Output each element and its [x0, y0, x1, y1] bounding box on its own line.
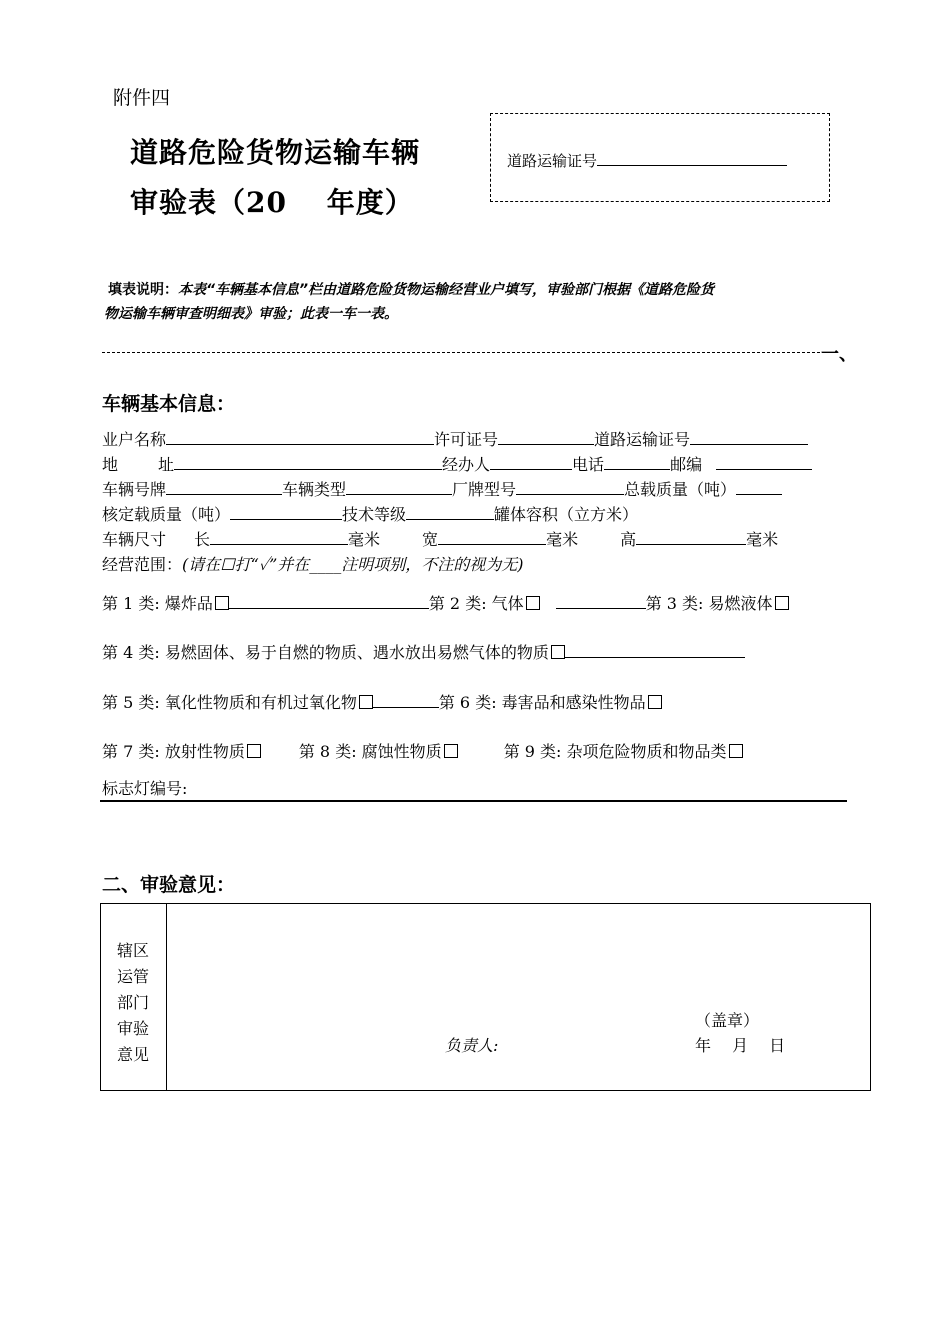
- class-2-input[interactable]: [556, 594, 646, 609]
- phone-label: 电话: [572, 455, 605, 474]
- class-1-label: 第 1 类: 爆炸品: [102, 594, 213, 613]
- row-owner: [102, 427, 808, 450]
- total-mass-label: 总载质量（吨）: [624, 480, 737, 499]
- length-input[interactable]: [210, 530, 348, 545]
- instructions-text: 本表“车辆基本信息”栏由道路危险货物运输经营业户填写，审验部门根据《道路危险货: [178, 282, 715, 298]
- vehicle-type-label: 车辆类型: [282, 480, 347, 499]
- handler-label: 经办人: [442, 455, 491, 474]
- instructions-label: 填表说明：: [108, 282, 178, 298]
- instructions-line-1: [108, 279, 714, 299]
- class-1-input[interactable]: [229, 594, 429, 609]
- opinion-side-label: [117, 938, 157, 1068]
- section-1-number: 一、: [821, 344, 857, 365]
- section-1-title: 车辆基本信息：: [102, 393, 236, 415]
- class-5-input[interactable]: [373, 693, 439, 708]
- handler-input[interactable]: [490, 455, 572, 470]
- height-unit: 毫米: [746, 530, 779, 549]
- class-7-label: 第 7 类: 放射性物质: [102, 742, 245, 761]
- license-no-label: 许可证号: [434, 430, 499, 449]
- row-address: [102, 452, 812, 475]
- postcode-input[interactable]: [716, 455, 812, 470]
- side-label-2: 运管: [117, 967, 150, 986]
- width-label: 宽: [422, 530, 439, 549]
- row-classes-7-9: [102, 739, 743, 762]
- cert-number-box: [490, 113, 830, 202]
- beacon-label: 标志灯编号:: [102, 779, 188, 798]
- class-3-checkbox[interactable]: [775, 596, 789, 610]
- address-label-b: 址: [158, 455, 175, 474]
- row-classes-5-6: [102, 690, 662, 713]
- class-8-label: 第 8 类: 腐蚀性物质: [298, 742, 442, 761]
- road-cert-input[interactable]: [690, 430, 808, 445]
- date-label: 年 月 日: [695, 1036, 786, 1055]
- row-plate: [102, 477, 782, 500]
- row-class-4: [102, 640, 745, 663]
- class-9-checkbox[interactable]: [729, 744, 743, 758]
- vehicle-type-input[interactable]: [346, 480, 452, 495]
- class-8-checkbox[interactable]: [444, 744, 458, 758]
- tech-grade-label: 技术等级: [342, 505, 407, 524]
- cert-number-label: 道路运输证号: [507, 152, 598, 170]
- side-label-3: 部门: [117, 993, 150, 1012]
- owner-name-label: 业户名称: [102, 430, 167, 449]
- row-scope: [102, 552, 524, 575]
- license-no-input[interactable]: [498, 430, 594, 445]
- road-cert-label: 道路运输证号: [594, 430, 691, 449]
- class-2-label: 第 2 类: 气体: [428, 594, 524, 613]
- section-2-title: 二、审验意见：: [102, 874, 236, 896]
- row-load: [102, 502, 638, 525]
- width-unit: 毫米: [546, 530, 579, 549]
- class-3-label: 第 3 类: 易燃液体: [645, 594, 773, 613]
- responsible-label: 负责人:: [445, 1036, 499, 1055]
- class-6-checkbox[interactable]: [648, 695, 662, 709]
- title-line-1: 道路危险货物运输车辆: [130, 136, 421, 169]
- plate-input[interactable]: [166, 480, 282, 495]
- height-input[interactable]: [636, 530, 746, 545]
- row-size: [102, 527, 778, 550]
- title-line-2: 审验表（20 年度）: [130, 186, 414, 219]
- class-1-checkbox[interactable]: [215, 596, 229, 610]
- class-6-label: 第 6 类: 毒害品和感染性物品: [438, 693, 646, 712]
- side-label-1: 辖区: [117, 941, 150, 960]
- class-2-checkbox[interactable]: [526, 596, 540, 610]
- class-4-label: 第 4 类: 易燃固体、易于自燃的物质、遇水放出易燃气体的物质: [102, 643, 549, 662]
- tank-volume-label: 罐体容积（立方米）: [494, 505, 639, 524]
- postcode-label: 邮编: [670, 455, 703, 474]
- address-label-a: 地: [102, 455, 119, 474]
- total-mass-input[interactable]: [736, 480, 782, 495]
- opinion-table: [100, 903, 871, 1091]
- scope-note: (请在☐打“✓”并在____注明项别，不注的视为无): [182, 555, 524, 574]
- seal-label: （盖章）: [695, 1011, 760, 1030]
- length-unit: 毫米: [348, 530, 381, 549]
- row-classes-1-3: [102, 591, 789, 614]
- attachment-label: 附件四: [113, 87, 171, 109]
- address-input[interactable]: [174, 455, 442, 470]
- class-5-checkbox[interactable]: [359, 695, 373, 709]
- size-label: 车辆尺寸: [102, 530, 167, 549]
- height-label: 高: [620, 530, 637, 549]
- instructions-line-2: 物运输车辆审查明细表》审验；此表一车一表。: [104, 306, 398, 322]
- plate-label: 车辆号牌: [102, 480, 167, 499]
- class-4-checkbox[interactable]: [551, 645, 565, 659]
- length-label: 长: [194, 530, 211, 549]
- beacon-input-line[interactable]: [100, 800, 847, 802]
- owner-name-input[interactable]: [166, 430, 434, 445]
- dashed-separator: [102, 352, 820, 353]
- class-4-input[interactable]: [565, 643, 745, 658]
- class-7-checkbox[interactable]: [247, 744, 261, 758]
- opinion-input-area[interactable]: [167, 904, 869, 1090]
- class-5-label: 第 5 类: 氧化性物质和有机过氧化物: [102, 693, 357, 712]
- width-input[interactable]: [438, 530, 546, 545]
- rated-load-input[interactable]: [230, 505, 342, 520]
- tech-grade-input[interactable]: [406, 505, 494, 520]
- cert-number-field[interactable]: [507, 150, 787, 171]
- phone-input[interactable]: [604, 455, 670, 470]
- side-label-5: 意见: [117, 1045, 150, 1064]
- rated-load-label: 核定载质量（吨）: [102, 505, 231, 524]
- scope-label: 经营范围：: [102, 555, 183, 574]
- brand-model-label: 厂牌型号: [452, 480, 517, 499]
- side-label-4: 审验: [117, 1019, 150, 1038]
- class-9-label: 第 9 类: 杂项危险物质和物品类: [503, 742, 727, 761]
- brand-model-input[interactable]: [516, 480, 624, 495]
